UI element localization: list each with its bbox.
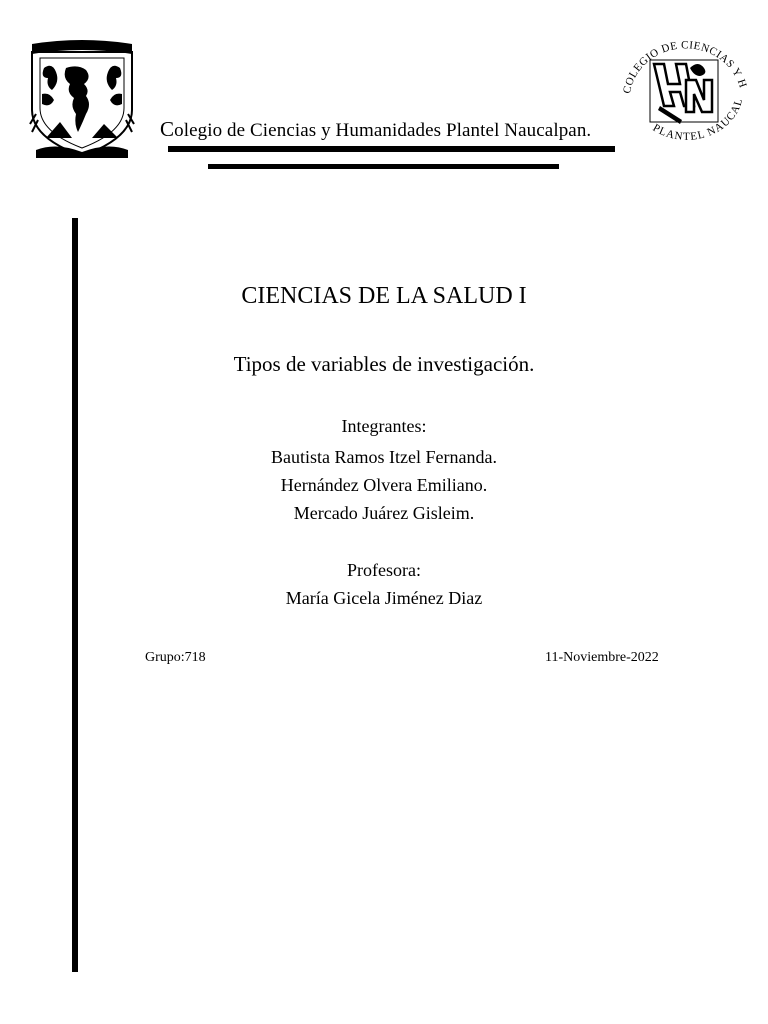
date-label: 11-Noviembre-2022 bbox=[545, 650, 659, 665]
left-vertical-bar bbox=[72, 218, 78, 972]
assignment-subject: Tipos de variables de investigación. bbox=[233, 352, 535, 376]
member-name: Hernández Olvera Emiliano. bbox=[280, 475, 488, 495]
course-title: CIENCIAS DE LA SALUD I bbox=[241, 283, 527, 309]
institution-name bbox=[160, 117, 591, 142]
institution-name-rest: olegio de Ciencias y Humanidades Plantel Naucalpan. bbox=[174, 120, 592, 141]
unam-seal-logo bbox=[26, 38, 138, 162]
svg-text:PLANTEL NAUCALPAN: PLANTEL NAUCAL bbox=[650, 96, 746, 143]
group-label: Grupo:718 bbox=[145, 650, 206, 665]
members-list bbox=[84, 443, 684, 527]
header-rule-lower bbox=[208, 164, 559, 169]
member-name: Bautista Ramos Itzel Fernanda. bbox=[271, 447, 497, 467]
member-name: Mercado Juárez Gisleim. bbox=[293, 503, 475, 523]
institution-initial: C bbox=[160, 117, 175, 141]
professor-heading: Profesora: bbox=[347, 560, 421, 580]
professor-name: María Gicela Jiménez Diaz bbox=[285, 588, 483, 608]
svg-text:COLEGIO DE CIENCIAS Y HUMANIDA: COLEGIO DE CIENCIAS Y H bbox=[621, 39, 749, 95]
members-heading: Integrantes: bbox=[341, 416, 427, 436]
header-rule-upper bbox=[168, 146, 615, 152]
cch-seal-logo bbox=[616, 30, 754, 146]
